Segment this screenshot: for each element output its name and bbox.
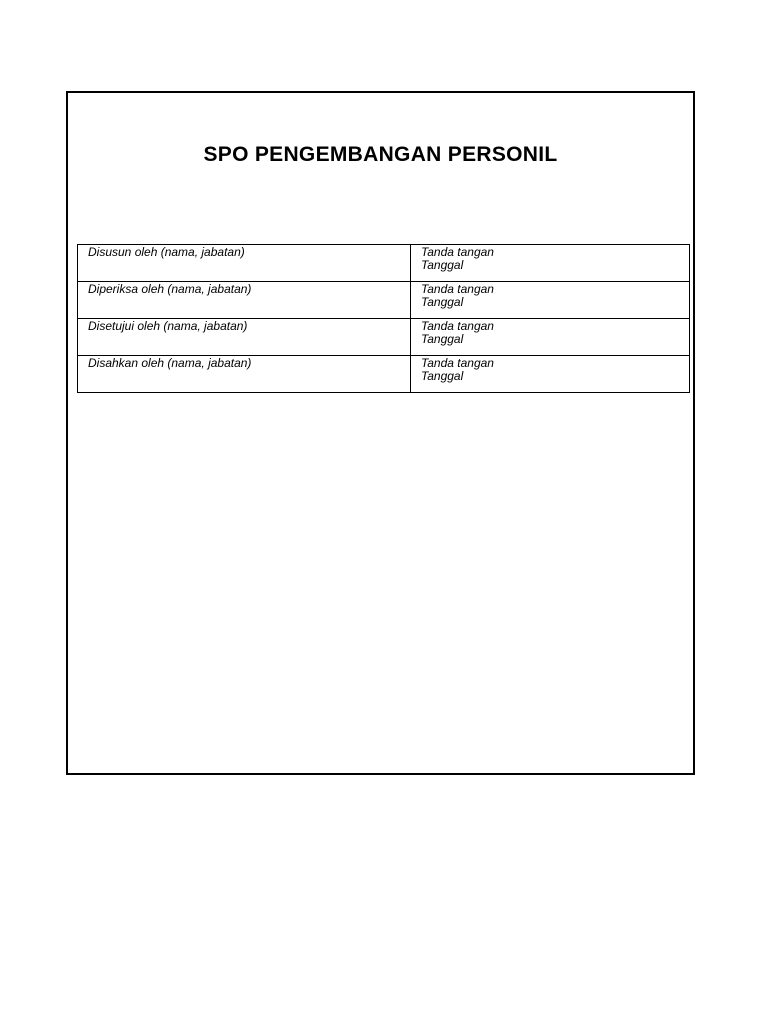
approval-table bbox=[77, 244, 690, 393]
signature-date-cell bbox=[411, 282, 690, 319]
role-cell bbox=[78, 356, 411, 393]
document-title: SPO PENGEMBANGAN PERSONIL bbox=[203, 143, 558, 166]
signature-date-cell bbox=[411, 356, 690, 393]
signature-label: Tanda tangan bbox=[421, 245, 494, 259]
date-label: Tanggal bbox=[421, 258, 464, 272]
approval-row-prepared bbox=[78, 245, 690, 282]
role-cell bbox=[78, 319, 411, 356]
role-cell bbox=[78, 282, 411, 319]
role-label: Disetujui oleh (nama, jabatan) bbox=[88, 319, 248, 333]
signature-date-cell bbox=[411, 245, 690, 282]
approval-row-approved bbox=[78, 319, 690, 356]
signature-date-cell bbox=[411, 319, 690, 356]
signature-label: Tanda tangan bbox=[421, 356, 494, 370]
date-label: Tanggal bbox=[421, 369, 464, 383]
role-cell bbox=[78, 245, 411, 282]
role-label: Disahkan oleh (nama, jabatan) bbox=[88, 356, 252, 370]
role-label: Diperiksa oleh (nama, jabatan) bbox=[88, 282, 252, 296]
date-label: Tanggal bbox=[421, 332, 464, 346]
signature-label: Tanda tangan bbox=[421, 282, 494, 296]
approval-row-ratified bbox=[78, 356, 690, 393]
role-label: Disusun oleh (nama, jabatan) bbox=[88, 245, 245, 259]
date-label: Tanggal bbox=[421, 295, 464, 309]
approval-row-checked bbox=[78, 282, 690, 319]
signature-label: Tanda tangan bbox=[421, 319, 494, 333]
document-page-frame bbox=[66, 91, 695, 775]
